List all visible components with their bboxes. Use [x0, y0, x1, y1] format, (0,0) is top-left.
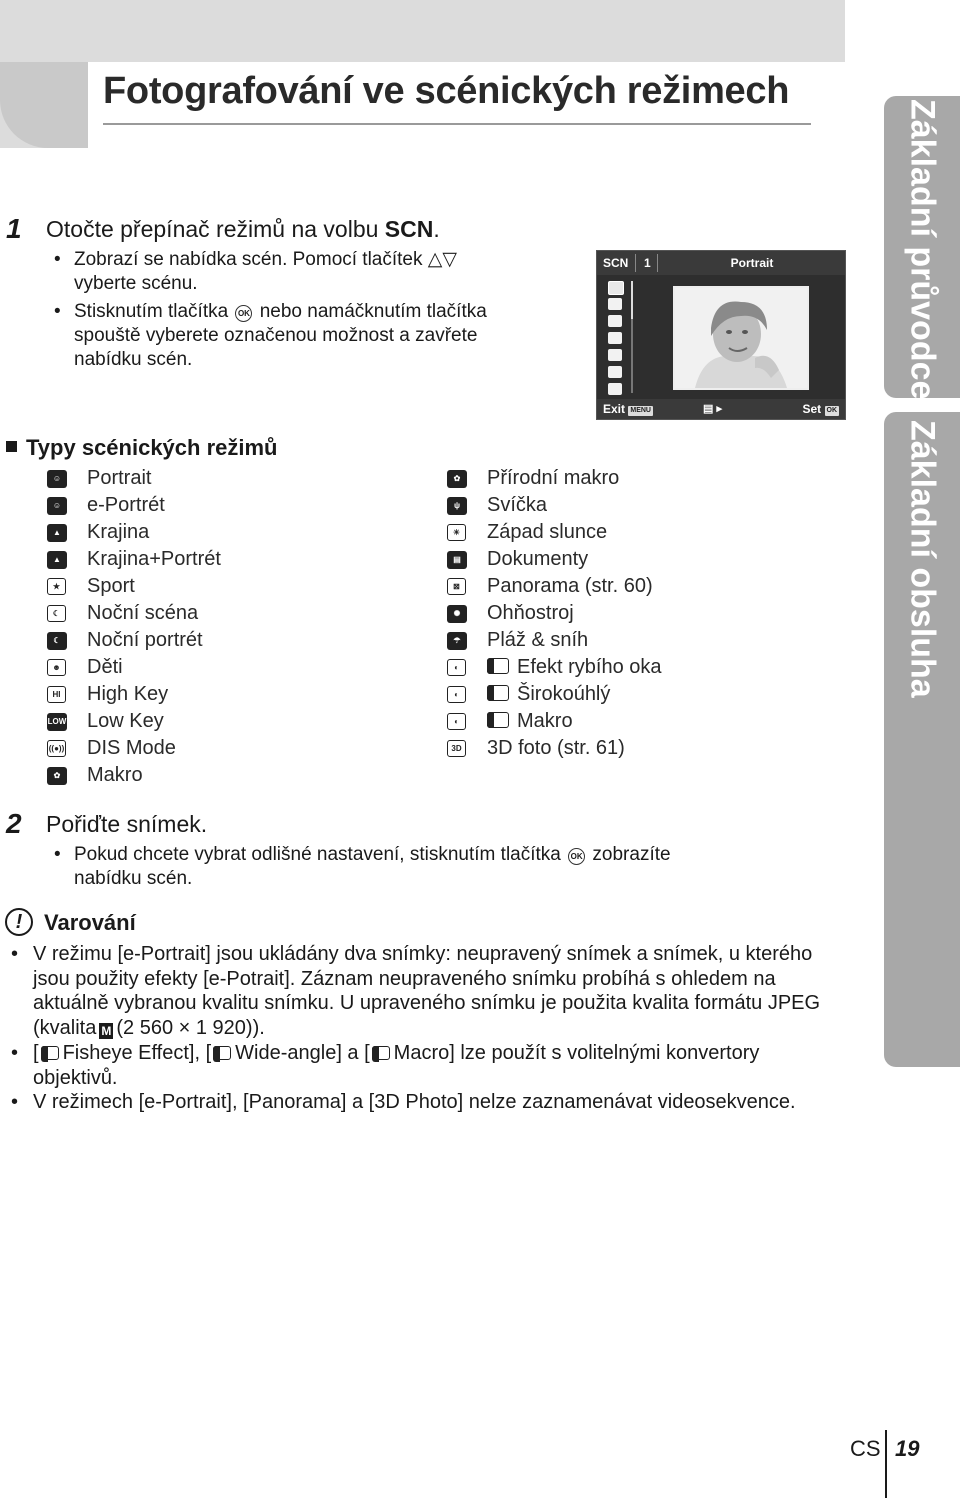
side-tab-basic-label: Základní obsluha [903, 419, 942, 698]
camera-scrollbar-thumb [631, 281, 633, 319]
converter-icon [213, 1046, 231, 1060]
warning-2-wide: Wide-angle] a [ [235, 1042, 370, 1064]
bullet-2-text-a: Stisknutím tlačítka [74, 301, 229, 322]
wide-angle-icon: ◐ [447, 686, 466, 703]
camera-sport-icon [608, 349, 622, 361]
nature-macro-icon: ✿ [447, 470, 467, 488]
camera-landscape-portrait-icon [608, 332, 622, 344]
mode-row [47, 629, 427, 656]
mode-row [47, 494, 427, 521]
warning-2-macro: Macro] lze použít s volitelnými konvertory [393, 1042, 760, 1064]
side-tab-basic-operation[interactable] [884, 412, 960, 1067]
warning-1-line-1: V režimu [e-Portrait] jsou ukládány dva snímky: neupravený snímek a snímek, u kterého [33, 943, 813, 965]
mode-row [447, 548, 867, 575]
camera-scn-label: SCN [603, 256, 629, 270]
mode-label: Noční scéna [87, 602, 199, 624]
mode-label: Západ slunce [487, 521, 608, 543]
mode-row [47, 683, 427, 710]
menu-tag: MENU [630, 407, 651, 414]
mode-label: Krajina+Portrét [87, 548, 221, 570]
bullet-dot: • [11, 1091, 19, 1113]
page-number: 19 [895, 1436, 920, 1461]
camera-exit-label [603, 402, 653, 416]
step-1-bullet-2 [54, 300, 487, 372]
title-rule [103, 123, 811, 125]
warning-1-line-4-a: (kvalita [33, 1016, 97, 1039]
warning-bullet-3 [11, 1090, 796, 1115]
candle-icon: ψ [447, 497, 467, 515]
side-tab-guide-label: Základní průvodce [903, 99, 942, 400]
children-icon: ☻ [47, 659, 66, 676]
fisheye-icon: ◐ [447, 659, 466, 676]
bullet-dot: • [11, 1042, 19, 1064]
camera-portrait-icon [608, 281, 624, 295]
mode-label: Makro [87, 764, 143, 786]
mode-row [447, 575, 867, 602]
page-title: Fotografování ve scénických režimech [103, 70, 790, 112]
mode-label: Low Key [87, 710, 164, 732]
step-1-number: 1 [6, 213, 22, 244]
footer-rule [885, 1430, 887, 1498]
mode-label: Krajina [87, 521, 150, 543]
camera-e-portrait-icon [608, 298, 622, 310]
converter-icon [487, 658, 509, 674]
bullet-dot: • [54, 249, 61, 270]
camera-divider [657, 254, 658, 272]
converter-icon [372, 1046, 390, 1060]
bullet-2-text-b: nebo namáčknutím tlačítka [259, 301, 487, 322]
mode-label [487, 656, 662, 679]
documents-icon: ▤ [447, 551, 467, 569]
quality-m-icon: M [101, 1023, 112, 1038]
landscape-icon: ▲ [47, 524, 67, 542]
portrait-icon: ☺ [47, 470, 67, 488]
camera-night-portrait-icon [608, 383, 622, 395]
warning-2-line-2: objektivů. [33, 1066, 118, 1089]
modes-heading-text: Typy scénických režimů [26, 435, 278, 460]
warning-1-line-4 [33, 1016, 820, 1041]
converter-icon [487, 685, 509, 701]
converter-icon [41, 1046, 59, 1060]
camera-landscape-icon [608, 315, 622, 327]
mode-row [447, 629, 867, 656]
mode-label [487, 683, 610, 706]
step-2-number: 2 [6, 808, 22, 839]
macro-icon: ✿ [47, 767, 67, 785]
mode-row [447, 683, 867, 710]
bullet-1-line-1: Zobrazí se nabídka scén. Pomocí tlačítek △▽ [74, 249, 458, 270]
warning-3-line-1: V režimech [e-Portrait], [Panorama] a [3D Photo] nelze zaznamenávat videosekvence. [33, 1091, 796, 1113]
warning-bullet-1 [11, 942, 821, 1040]
dis-mode-icon: ((●)) [47, 740, 66, 757]
beach-snow-icon: ☂ [447, 632, 467, 650]
bullet-dot: • [54, 844, 61, 865]
warning-2-bracket: [ [33, 1042, 39, 1064]
camera-mode-name: Portrait [730, 256, 774, 270]
warning-icon: ! [5, 908, 33, 936]
warning-1-line-2: jsou použity efekty [e-Potrait]. Záznam neupraveného snímku probíhá s ohledem na [33, 967, 776, 990]
mode-row [47, 764, 427, 791]
mode-row [47, 602, 427, 629]
mode-label: Děti [87, 656, 123, 678]
bullet-dot: • [54, 301, 61, 322]
mode-row [447, 521, 867, 548]
mode-label: High Key [87, 683, 169, 705]
ok-tag: OK [826, 407, 837, 414]
warning-1-line-4-b: (2 560 × 1 920)). [116, 1016, 265, 1039]
mode-row [47, 737, 427, 764]
camera-scene-number: 1 [644, 256, 651, 270]
mode-label-text: Efekt rybího oka [517, 656, 662, 678]
landscape-portrait-icon: ▲ [47, 551, 67, 569]
mode-label: Pláž & sníh [487, 629, 589, 651]
bullet-2-line-2: spouště vyberete označenou možnost a zavřete [74, 325, 478, 346]
mode-label: Přírodní makro [487, 467, 620, 489]
converter-icon [487, 712, 509, 728]
sport-icon: ★ [47, 578, 66, 595]
mode-row [47, 710, 427, 737]
step-2-text: Pořiďte snímek. [46, 811, 208, 837]
warning-2-fisheye: Fisheye Effect], [ [62, 1042, 212, 1064]
mode-row [447, 467, 867, 494]
camera-portrait-preview [673, 286, 809, 390]
mode-label: DIS Mode [87, 737, 176, 759]
mode-row [47, 548, 427, 575]
step-2-bullet-line-2: nabídku scén. [74, 868, 193, 889]
night-portrait-icon: ☾ [47, 632, 67, 650]
low-key-icon: LOW [47, 713, 67, 731]
warning-1-line-3: aktuálně vybranou kvalitu snímku. U upraveného snímku je použita kvalita formátu JPEG [33, 992, 821, 1014]
mode-label-text: Širokoúhlý [517, 683, 611, 705]
bullet-1-line-2: vyberte scénu. [74, 273, 198, 294]
ok-button-icon: OK [568, 848, 585, 865]
step-1-text-before: Otočte přepínač režimů na volbu [46, 216, 385, 242]
step-2-bullet-text-a: Pokud chcete vybrat odlišné nastavení, stisknutím tlačítka [74, 844, 561, 865]
step-2-bullet-text-b: zobrazíte [592, 844, 671, 865]
bullet-2-line-1 [74, 300, 487, 324]
bullet-2-line-3: nabídku scén. [74, 349, 193, 370]
mode-row [447, 710, 867, 737]
mode-label: e-Portrét [87, 494, 165, 516]
night-scene-icon: ☾ [47, 605, 66, 622]
mode-label: Noční portrét [87, 629, 203, 651]
step-1-bullet-1 [54, 248, 458, 296]
mode-row [47, 521, 427, 548]
mode-label-text: Makro [517, 710, 573, 732]
3d-photo-icon: 3D [447, 740, 466, 757]
mode-label: Sport [87, 575, 135, 597]
camera-set-text: Set [802, 402, 822, 416]
mode-row [447, 494, 867, 521]
mode-row [47, 656, 427, 683]
mode-row [447, 737, 867, 764]
mode-label: 3D foto (str. 61) [487, 737, 625, 759]
mode-label: Panorama (str. 60) [487, 575, 653, 597]
panorama-icon: ⊠ [447, 578, 466, 595]
step-1-text-after: . [433, 216, 440, 242]
camera-scene-menu-screen [596, 250, 846, 420]
mode-label: Svíčka [487, 494, 548, 516]
mode-label: Dokumenty [487, 548, 589, 570]
step-2-bullet-line-1 [74, 843, 671, 867]
ok-button-icon: OK [235, 305, 252, 322]
sunset-icon: ☀ [447, 524, 466, 541]
mode-row [447, 656, 867, 683]
converter-macro-icon: ◐ [447, 713, 466, 730]
footer-language: CS [850, 1436, 881, 1461]
mode-row [47, 575, 427, 602]
warning-heading: Varování [44, 910, 136, 935]
step-2-bullet [54, 843, 671, 891]
high-key-icon: HI [47, 686, 66, 703]
side-tab-basic-guide[interactable] [884, 96, 960, 398]
camera-divider [635, 254, 636, 272]
portrait-preview-image [675, 288, 807, 388]
mode-row [447, 602, 867, 629]
mode-label [487, 710, 573, 733]
mode-row [47, 467, 427, 494]
camera-set-label [802, 402, 839, 416]
camera-settings-arrow-icon: ▤ ▸ [703, 403, 722, 415]
camera-exit-text: Exit [603, 402, 626, 416]
scn-label: SCN [384, 216, 434, 242]
e-portrait-icon: ☺ [47, 497, 67, 515]
modes-heading [6, 435, 278, 461]
camera-night-scene-icon [608, 366, 622, 378]
mode-label: Portrait [87, 467, 152, 489]
mode-label: Ohňostroj [487, 602, 574, 624]
step-1-text [46, 216, 440, 243]
square-bullet-icon [6, 441, 17, 452]
warning-bullet-2 [11, 1041, 760, 1090]
fireworks-icon: ✺ [447, 605, 467, 623]
bullet-dot: • [11, 943, 19, 965]
warning-2-line-1 [33, 1041, 759, 1066]
